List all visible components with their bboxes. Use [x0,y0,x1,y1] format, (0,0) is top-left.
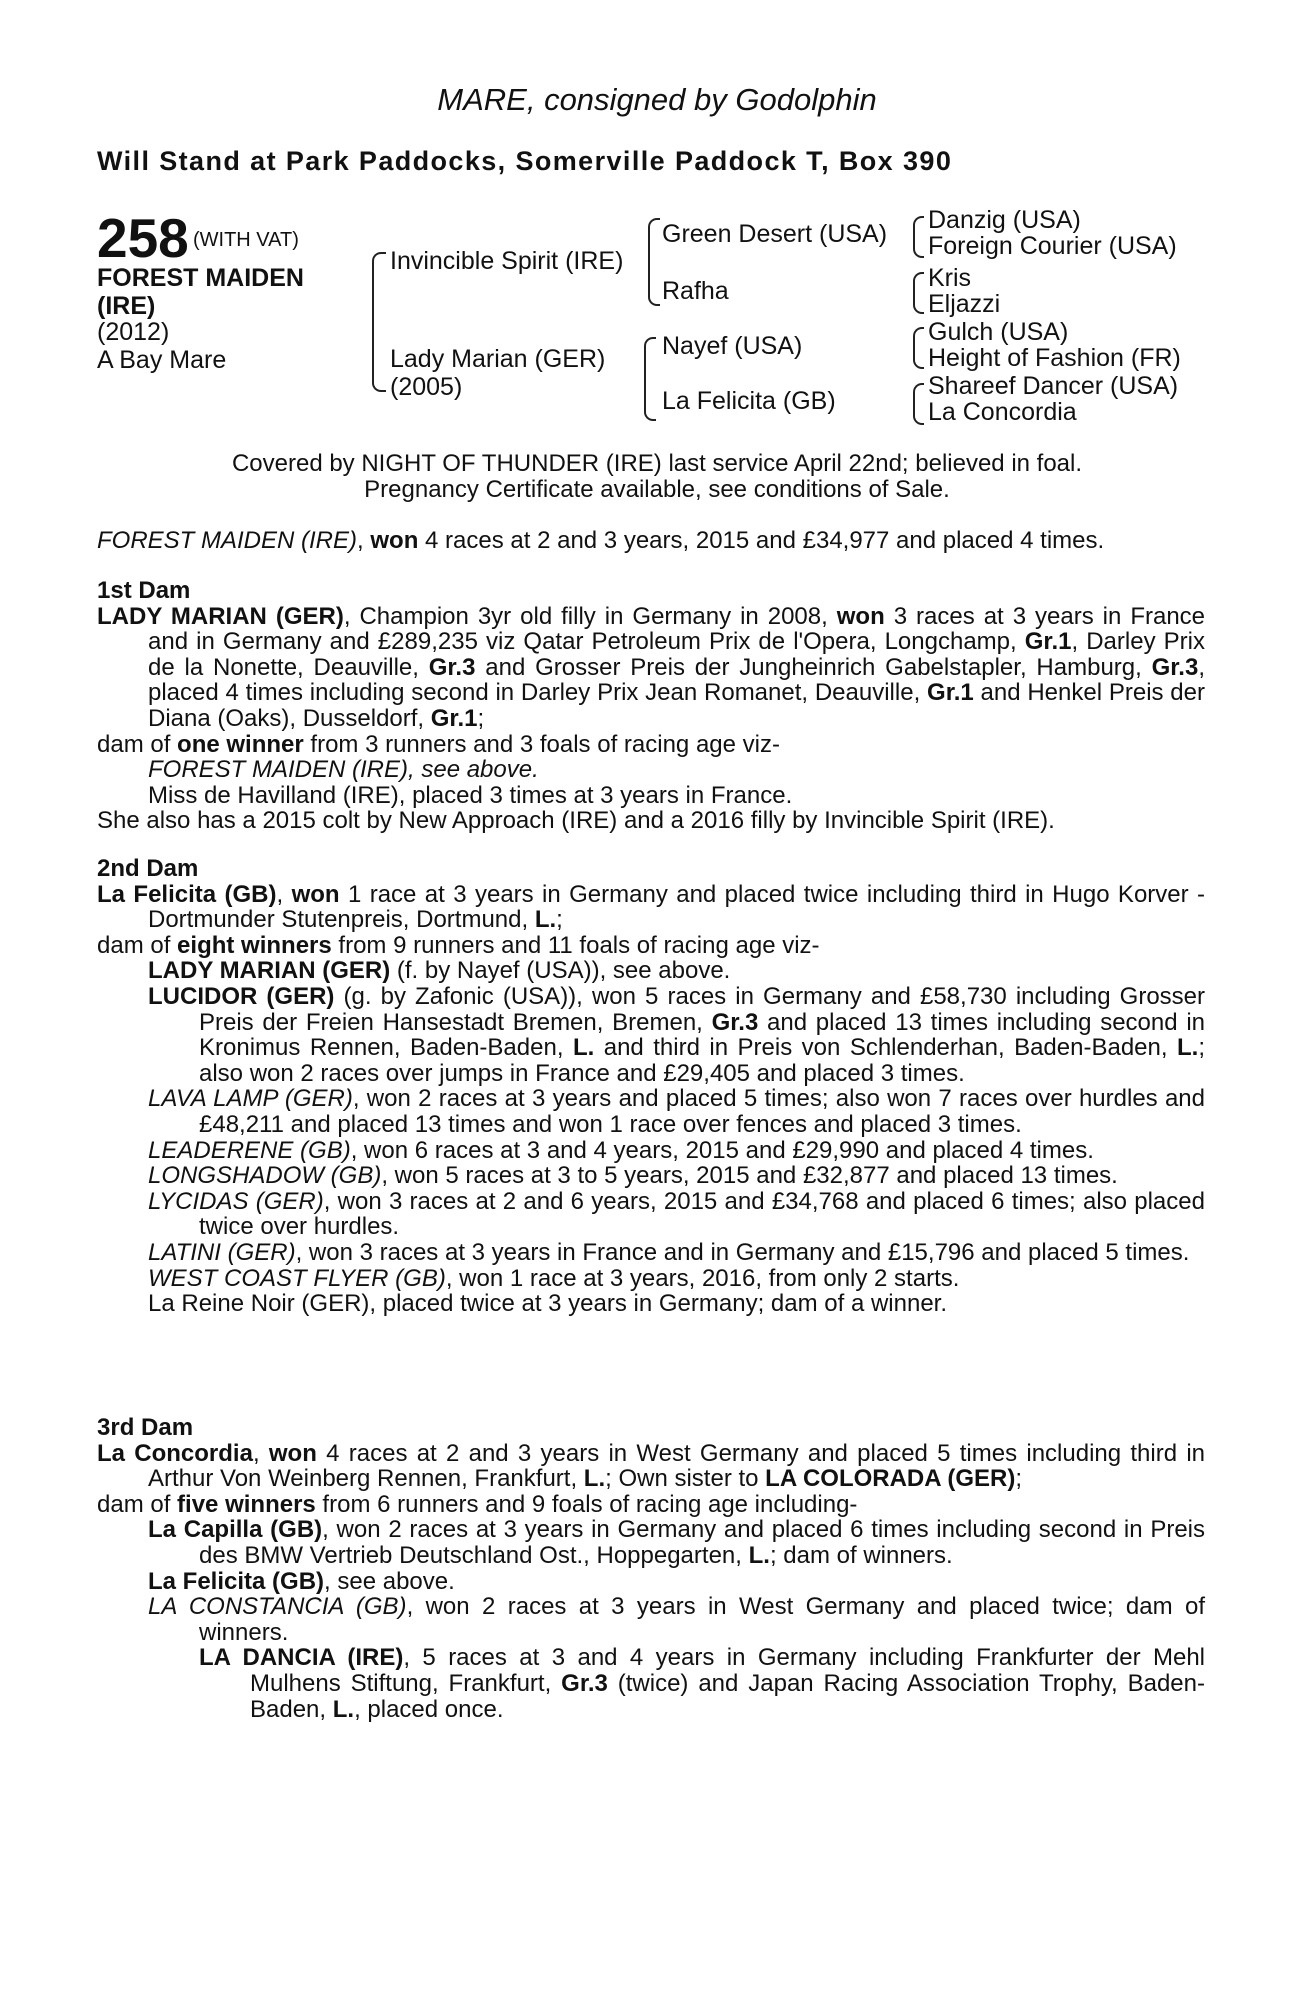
produce-name: LEADERENE (GB) [148,1136,351,1164]
produce-la-dancia [97,1645,1205,1722]
first-dam-produce [97,732,1205,758]
listed-label: L. [534,906,557,934]
listed-label: L. [572,1034,595,1062]
covered-note [0,451,1314,503]
won-label: won [836,602,885,630]
text: , won 5 races at 3 to 5 years, 2015 and £32,877 and placed 13 times. [381,1162,1118,1190]
race-record [97,528,1205,554]
pedigree-sire-dam: Rafha [662,277,729,305]
text: dam of [97,1490,178,1518]
text: , won 1 race at 3 years, 2016, from only 2 starts. [445,1264,960,1292]
produce-lycidas [97,1189,1205,1240]
text: ; also won 2 races over jumps in France and £29,405 and placed 3 times. [199,1034,1205,1087]
text: ; dam of winners. [769,1541,953,1569]
record-text: 4 races at 2 and 3 years, 2015 and £34,977 and placed 4 times. [418,527,1105,554]
grade-label: Gr.3 [428,653,476,681]
second-dam-produce [97,933,1205,959]
listed-label: L. [583,1465,606,1493]
text: 4 races at 2 and 3 years in West Germany and placed 5 times including third in Arthur Von Weinberg Rennen, Frankfurt, [148,1439,1205,1493]
text: , won 2 races at 3 years in West Germany and placed twice; dam of winners. [199,1593,1206,1646]
brace-ggp-2 [913,272,924,314]
first-dam-section [97,578,1205,834]
text: dam of [97,730,178,758]
text: and third in Preis von Schlenderhan, Baden-Baden, [594,1034,1177,1062]
text: ; [556,906,563,934]
text: , [276,880,292,908]
produce-latini [97,1240,1205,1266]
produce-lava-lamp [97,1086,1205,1137]
stand-location: Will Stand at Park Paddocks, Somerville Paddock T, Box 390 [97,146,953,176]
text: , placed once. [354,1695,504,1723]
text: , won 3 races at 2 and 6 years, 2015 and £34,768 and placed 6 times; also placed twice over hurdles. [199,1187,1205,1241]
record-won: won [370,527,419,554]
covered-line1: Covered by NIGHT OF THUNDER (IRE) last service April 22nd; believed in foal. [231,450,1083,477]
text: , won 2 races at 3 years in Germany and placed 6 times including second in Preis des BMW Vertrieb Deutschland Ost., Hoppegarten, [199,1516,1205,1569]
grade-label: Gr.1 [430,704,478,732]
produce-la-constancia [97,1594,1205,1645]
sister-name: LA COLORADA (GER) [765,1465,1016,1493]
text: , 5 races at 3 and 4 years in Germany including Frankfurter der Mehl Mulhens Stiftung, Frankfurt, [250,1644,1205,1697]
brace-ggp-4 [913,383,924,425]
produce-name: LONGSHADOW (GB) [148,1162,382,1190]
grade-label: Gr.3 [1151,653,1199,681]
page-header: MARE, consigned by Godolphin [437,82,877,117]
text: and Henkel Preis der Diana (Oaks), Dusseldorf, [148,679,1205,732]
second-dam-section [97,856,1205,1317]
produce-name: LUCIDOR (GER) [148,982,335,1010]
first-dam-heading: 1st Dam [97,577,191,604]
first-dam-foals: She also has a 2015 colt by New Approach (IRE) and a 2016 filly by Invincible Spirit (IRE). [97,807,1055,835]
dam-name: LADY MARIAN (GER) [97,602,344,630]
third-dam-record [97,1441,1205,1492]
won-label: won [291,880,340,908]
third-dam-produce [97,1492,1205,1518]
ggp-danzig: Danzig (USA) [928,206,1081,234]
ggp-gulch: Gulch (USA) [928,318,1069,346]
text: , see above. [324,1567,455,1595]
won-label: won [268,1439,317,1467]
dam-name: La Felicita (GB) [97,880,277,908]
winners-label: one winner [177,730,304,758]
produce-name: La Capilla (GB) [148,1516,323,1544]
third-dam-section [97,1415,1205,1722]
text: ; [477,704,485,732]
text: , won 6 races at 3 and 4 years, 2015 and £29,990 and placed 4 times. [350,1136,1094,1164]
horse-name [97,264,304,320]
produce-name: LYCIDAS (GER) [148,1187,324,1215]
text: from 3 runners and 3 foals of racing age viz- [303,730,780,758]
produce-lady-marian [97,958,1205,984]
produce-leaderene [97,1138,1205,1164]
text: from 6 runners and 9 foals of racing age including- [315,1490,858,1518]
text: from 9 runners and 11 foals of racing age viz- [331,931,820,959]
text: , placed 4 times including second in Darley Prix Jean Romanet, Deauville, [148,653,1205,707]
ggp-shareef-dancer: Shareef Dancer (USA) [928,372,1179,400]
ggp-la-concordia: La Concordia [928,398,1077,426]
produce-name: LA DANCIA (IRE) [199,1644,404,1672]
second-dam-heading: 2nd Dam [97,855,199,882]
pedigree-dam: Lady Marian (GER) [390,345,606,373]
text: (f. by Nayef (USA)), see above. [390,957,731,985]
text: and placed 13 times including second in Kronimus Rennen, Baden-Baden, [199,1008,1206,1062]
ggp-foreign-courier: Foreign Courier (USA) [928,232,1177,260]
produce-name: WEST COAST FLYER (GB) [148,1264,446,1292]
text: , [252,1439,269,1467]
brace-sire [648,218,660,306]
text: and Grosser Preis der Jungheinrich Gabelstapler, Hamburg, [475,653,1152,681]
horse-info [97,318,226,374]
winners-label: five winners [177,1490,316,1518]
produce-name: LATINI (GER) [148,1238,296,1266]
pedigree-dam-year: (2005) [390,373,463,401]
record-name: FOREST MAIDEN (IRE) [97,527,358,554]
text: , Darley Prix de la Nonette, Deauville, [148,628,1205,681]
first-dam-record [97,604,1205,732]
text: (g. by Zafonic (USA)), won 5 races in Germany and £58,730 including Grosser Preis der Freien Hansestadt Bremen, Bremen, [199,982,1206,1036]
third-dam-heading: 3rd Dam [97,1414,194,1441]
pedigree-dam-dam: La Felicita (GB) [662,387,836,415]
pedigree-sire: Invincible Spirit (IRE) [390,247,624,275]
brace-ggp-3 [913,327,924,369]
text: , Champion 3yr old filly in Germany in 2008, [343,602,837,630]
produce-la-capilla [97,1517,1205,1568]
listed-label: L. [1177,1034,1199,1062]
produce-lucidor [97,984,1205,1086]
text: ; Own sister to [605,1465,766,1493]
winners-label: eight winners [177,931,332,959]
produce-longshadow [97,1163,1205,1189]
text: , won 3 races at 3 years in France and in Germany and £15,796 and placed 5 times. [295,1238,1190,1266]
brace-main [372,252,386,392]
dam-name: La Concordia [97,1439,253,1467]
ggp-height-of-fashion: Height of Fashion (FR) [928,344,1181,372]
horse-description: A Bay Mare [97,346,227,374]
vat-note: (WITH VAT) [193,229,299,251]
text: ; [1015,1465,1023,1493]
record-sep: , [357,527,371,554]
horse-name-line2: (IRE) [97,292,156,320]
pedigree-sire-sire: Green Desert (USA) [662,220,888,248]
grade-label: Gr.3 [561,1669,608,1697]
horse-year: (2012) [97,318,170,346]
horse-name-line1: FOREST MAIDEN [97,264,304,292]
produce-name: La Felicita (GB) [148,1567,325,1595]
text: dam of [97,931,178,959]
text: (twice) and Japan Racing Association Trophy, Baden-Baden, [250,1669,1205,1723]
produce-la-felicita [97,1569,1205,1595]
brace-dam [644,337,656,421]
listed-label: L. [332,1695,355,1723]
produce-la-reine-noir: La Reine Noir (GER), placed twice at 3 years in Germany; dam of a winner. [148,1290,948,1318]
produce-name: LA CONSTANCIA (GB) [148,1593,407,1621]
brace-ggp-1 [913,216,924,258]
covered-line2: Pregnancy Certificate available, see conditions of Sale. [364,476,950,503]
grade-label: Gr.1 [1024,628,1072,656]
lot-number: 258 [97,207,189,269]
grade-label: Gr.3 [711,1008,759,1036]
pedigree-dam-sire: Nayef (USA) [662,332,803,360]
text: 3 races at 3 years in France and in Germany and £289,235 viz Qatar Petroleum Prix de l'Opera, Longchamp, [148,602,1206,656]
produce-name: LAVA LAMP (GER) [148,1085,353,1113]
produce-miss-de-havilland: Miss de Havilland (IRE), placed 3 times at 3 years in France. [148,781,793,809]
produce-west-coast-flyer [97,1266,1205,1292]
text: 1 race at 3 years in Germany and placed twice including third in Hugo Korver - Dortmunder Stutenpreis, Dortmund, [148,880,1206,934]
grade-label: Gr.1 [927,679,974,707]
produce-forest-maiden: FOREST MAIDEN (IRE), see above. [148,756,539,784]
ggp-eljazzi: Eljazzi [928,290,1001,318]
text: , won 2 races at 3 years and placed 5 times; also won 7 races over hurdles and £48,211 and placed 13 times and won 1 race over fences and placed 3 times. [199,1085,1205,1138]
ggp-kris: Kris [928,264,972,292]
second-dam-record [97,882,1205,933]
produce-name: LADY MARIAN (GER) [148,957,391,985]
listed-label: L. [748,1541,770,1569]
